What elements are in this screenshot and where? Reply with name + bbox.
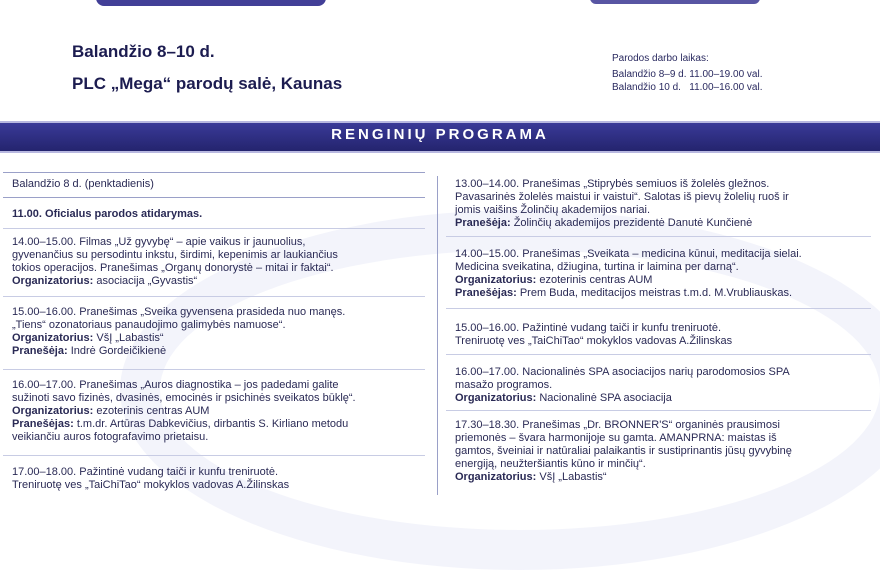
organizer-line xyxy=(455,274,877,287)
speaker-label: Pranešėja: xyxy=(455,217,511,229)
speaker-value: Prem Buda, meditacijos meistras t.m.d. M.Vrubliauskas. xyxy=(516,287,793,299)
separator xyxy=(3,455,425,456)
speaker-label: Pranešėja: xyxy=(12,345,68,357)
entry-line: jomis vaišins Žolinčių akademijos nariai. xyxy=(455,204,651,216)
entry-line: energiją, neužteršiantis kūno ir minčių“. xyxy=(455,458,646,470)
separator xyxy=(446,354,871,355)
organizer-label: Organizatorius: xyxy=(12,405,94,417)
separator xyxy=(3,369,425,370)
entry-line: Treniruotę ves „TaiChiTao“ mokyklos vadovas A.Žilinskas xyxy=(455,335,733,347)
organizer-line xyxy=(455,471,877,484)
logo-left-fragment xyxy=(96,0,326,6)
program-entry-bronners xyxy=(455,419,877,484)
organizer-label: Organizatorius: xyxy=(12,332,94,344)
separator xyxy=(446,308,871,309)
organizer-label: Organizatorius: xyxy=(455,392,537,404)
entry-line: „Tiens“ ozonatoriaus panaudojimo galimybės namuose“. xyxy=(12,319,286,331)
entry-line: 14.00–15.00. Pranešimas „Sveikata – medicina kūnui, meditacija sielai. xyxy=(455,248,802,260)
separator xyxy=(446,236,871,237)
organizer-value: ezoterinis centras AUM xyxy=(536,274,653,286)
entry-line: Medicina sveikatina, džiugina, turtina ir laimina per darną“. xyxy=(455,261,739,273)
hours-line-1: Balandžio 8–9 d. 11.00–19.00 val. xyxy=(612,69,763,80)
entry-line: 14.00–15.00. Filmas „Už gyvybę“ – apie vaikus ir jaunuolius, xyxy=(12,236,306,248)
speaker-line xyxy=(12,345,432,358)
entry-line: 16.00–17.00. Nacionalinės SPA asociacijos narių parodomosios SPA xyxy=(455,366,790,378)
column-divider xyxy=(437,176,438,495)
entry-line: Treniruotę ves „TaiChiTao“ mokyklos vadovas A.Žilinskas xyxy=(12,479,290,491)
speaker-value: Žolinčių akademijos prezidentė Danutė Kunčienė xyxy=(510,217,753,229)
organizer-label: Organizatorius: xyxy=(455,274,537,286)
organizer-value: VšĮ „Labastis“ xyxy=(93,332,164,344)
entry-line: tokios operacijos. Pranešimas „Organų donorystė – mitai ir faktai“. xyxy=(12,262,334,274)
organizer-line xyxy=(12,405,432,418)
speaker-value: t.m.dr. Artūras Dabkevičius, dirbantis S. Kirliano metodu xyxy=(73,418,349,430)
entry-line: 15.00–16.00. Pranešimas „Sveika gyvensena prasideda nuo manęs. xyxy=(12,306,346,318)
entry-line: gamtos, šveiniai ir natūraliai palaikantis ir sustiprinantis jūsų gyvybinę xyxy=(455,445,792,457)
speaker-label: Pranešėjas: xyxy=(12,418,74,430)
organizer-label: Organizatorius: xyxy=(455,471,537,483)
opening-hours xyxy=(612,52,763,94)
entry-line: 13.00–14.00. Pranešimas „Stiprybės semiuos iš žolelės gležnos. xyxy=(455,178,770,190)
program-entry-meditation xyxy=(455,248,877,300)
separator xyxy=(3,228,425,229)
organizer-value: ezoterinis centras AUM xyxy=(93,405,210,417)
entry-line: 17.00–18.00. Pažintinė vudang taiči ir kunfu treniruotė. xyxy=(12,466,279,478)
organizer-line xyxy=(455,392,877,405)
separator xyxy=(3,296,425,297)
organizer-value: Nacionalinė SPA asociacija xyxy=(536,392,672,404)
separator xyxy=(446,410,871,411)
entry-line: 15.00–16.00. Pažintinė vudang taiči ir kunfu treniruotė. xyxy=(455,322,722,334)
event-venue-title: PLC „Mega“ parodų salė, Kaunas xyxy=(72,74,343,93)
speaker-label: Pranešėjas: xyxy=(455,287,517,299)
entry-line: gyvenančius su persodintu inkstu, širdimi, kepenimis ar laukiančius xyxy=(12,249,338,261)
program-entry-taichi-left xyxy=(12,466,432,492)
entry-line: 16.00–17.00. Pranešimas „Auros diagnostika – jos padedami galite xyxy=(12,379,339,391)
organizer-value: VšĮ „Labastis“ xyxy=(536,471,607,483)
program-entry-herbs xyxy=(455,178,877,230)
hours-label: Parodos darbo laikas: xyxy=(612,53,709,64)
organizer-line xyxy=(12,332,432,345)
program-banner-title: RENGINIŲ PROGRAMA xyxy=(331,126,549,143)
hours-line-2: Balandžio 10 d. 11.00–16.00 val. xyxy=(612,82,763,93)
program-entry-film xyxy=(12,236,432,288)
opening-entry: 11.00. Oficialus parodos atidarymas. xyxy=(12,208,203,220)
speaker-line xyxy=(455,287,877,300)
entry-line: Pavasarinės žolelės maistui ir vaistui“. Salotas iš pievų žolelių ruoš ir xyxy=(455,191,789,203)
program-banner xyxy=(0,121,880,153)
program-entry-healthy-living xyxy=(12,306,432,358)
entry-line: priemonės – švara harmonijoje su gamta. AMANPRNA: maistas iš xyxy=(455,432,777,444)
program-entry-taichi-right xyxy=(455,322,877,348)
event-dates-title: Balandžio 8–10 d. xyxy=(72,42,215,61)
speaker-value: Indrė Gordeičikienė xyxy=(67,345,167,357)
organizer-label: Organizatorius: xyxy=(12,275,94,287)
organizer-value: asociacija „Gyvastis“ xyxy=(93,275,198,287)
program-entry-spa xyxy=(455,366,877,405)
entry-line: masažo programos. xyxy=(455,379,553,391)
top-logo-strip xyxy=(0,0,880,12)
entry-line: 17.30–18.30. Pranešimas „Dr. BRONNER'S“ organinės prausimosi xyxy=(455,419,780,431)
organizer-line xyxy=(12,275,432,288)
speaker-line xyxy=(455,217,877,230)
program-entry-aura xyxy=(12,379,432,444)
entry-line: sužinoti savo fizinės, dvasinės, emocinės ir psichinės sveikatos būklę“. xyxy=(12,392,356,404)
entry-line: veikiančiu auros fotografavimo prietaisu. xyxy=(12,431,209,443)
speaker-line xyxy=(12,418,432,431)
logo-right-fragment xyxy=(590,0,760,4)
day-heading: Balandžio 8 d. (penktadienis) xyxy=(12,178,154,190)
